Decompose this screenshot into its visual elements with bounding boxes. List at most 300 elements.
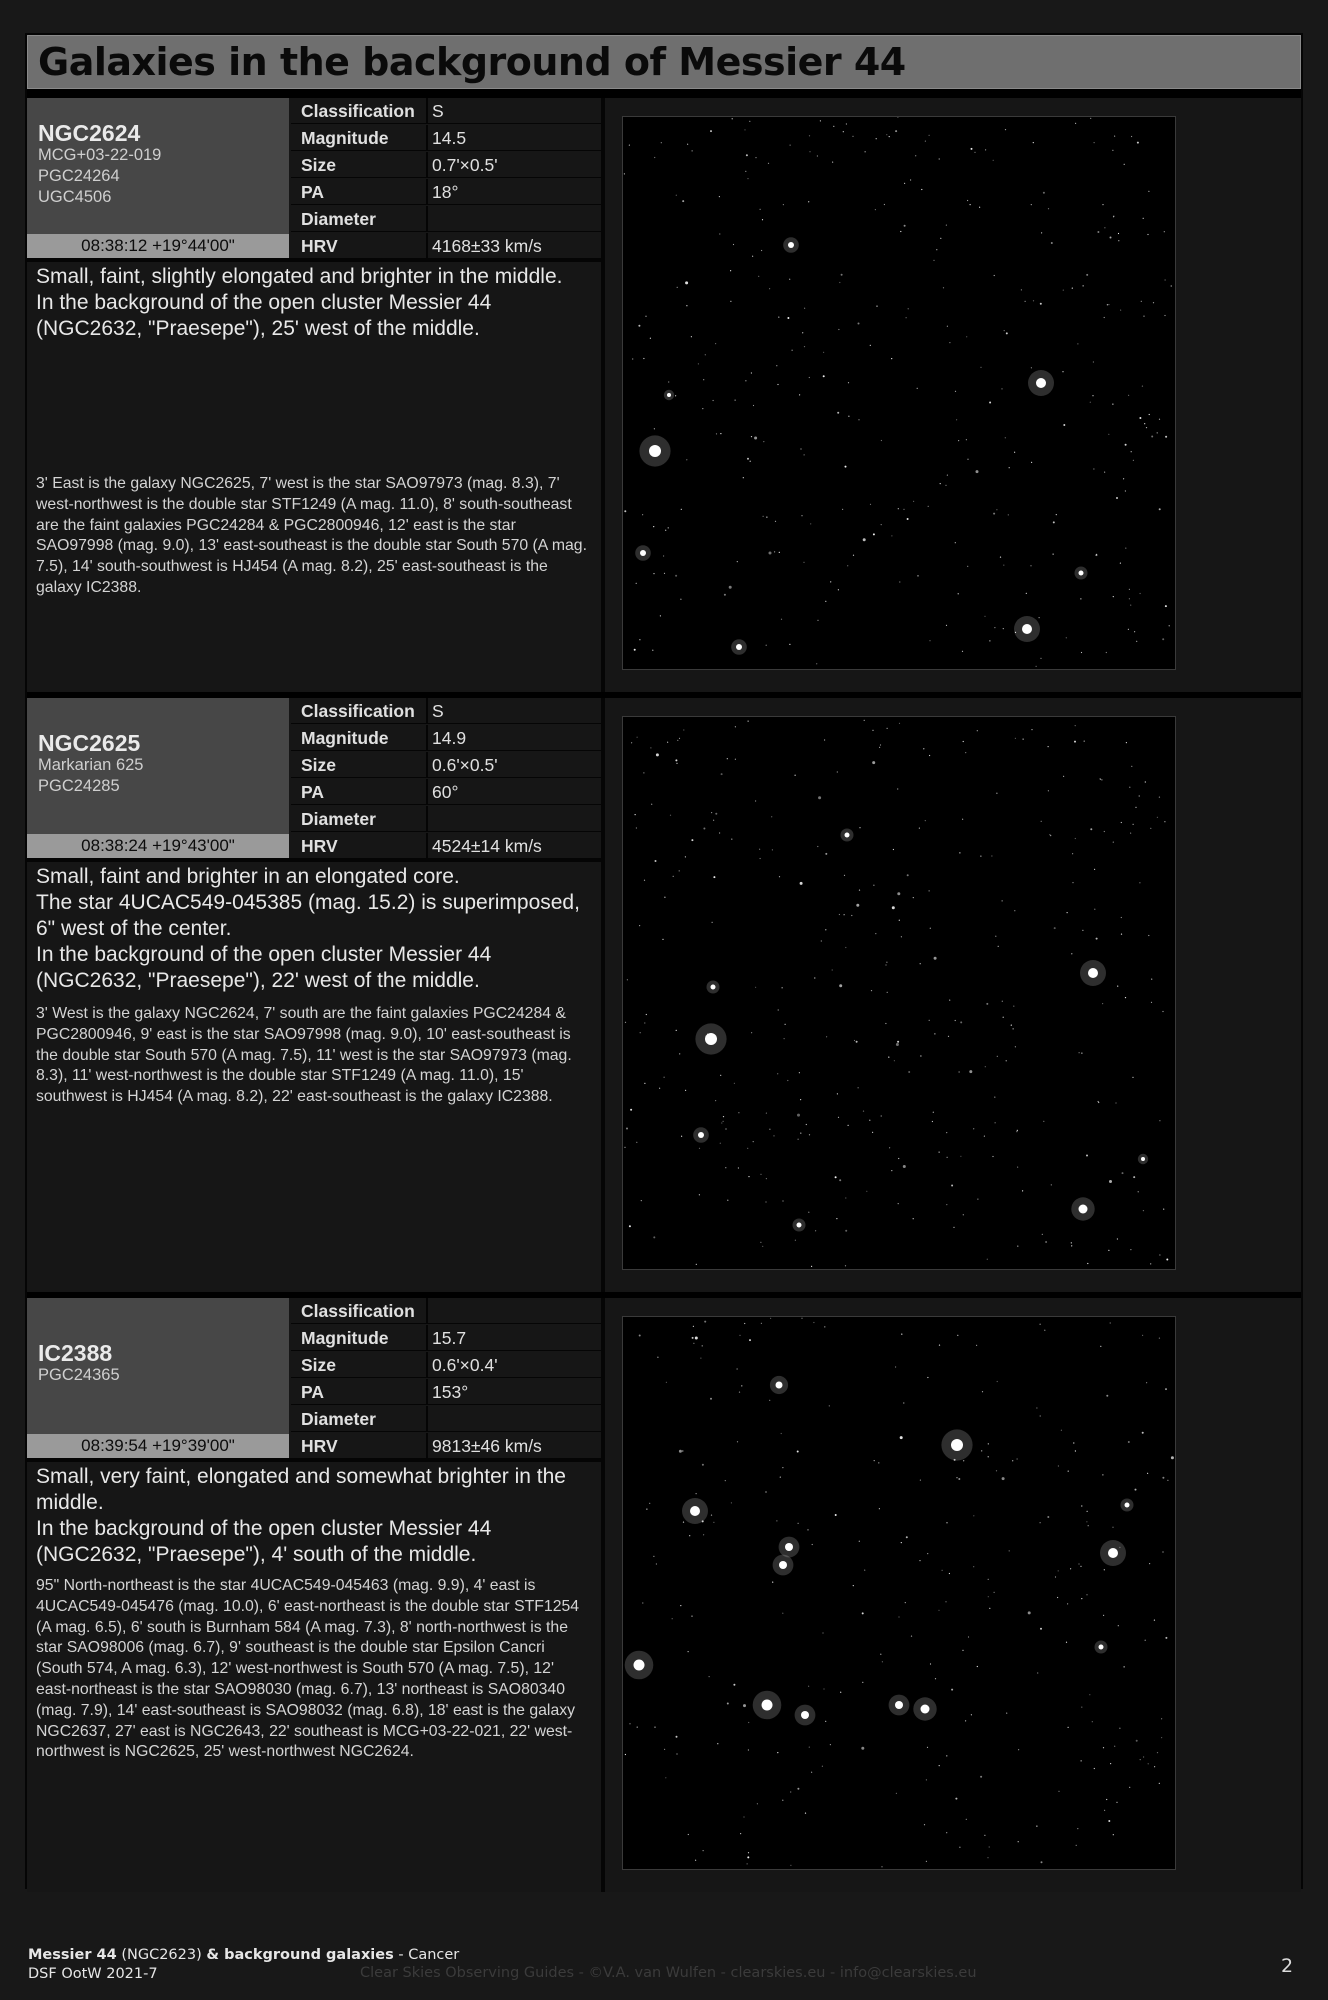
- star: [744, 129, 745, 130]
- star: [1142, 386, 1143, 387]
- star: [1072, 882, 1073, 883]
- star: [720, 1143, 721, 1144]
- star: [1140, 593, 1141, 594]
- star: [751, 1032, 752, 1033]
- star: [1164, 315, 1165, 316]
- bright-star: [797, 1223, 802, 1228]
- star: [1139, 882, 1140, 883]
- star: [887, 728, 888, 729]
- star: [1075, 1450, 1076, 1451]
- object-name: IC2388: [38, 1340, 113, 1366]
- star: [899, 920, 900, 921]
- star: [1121, 822, 1122, 823]
- star: [680, 1605, 681, 1606]
- property-label: Diameter: [301, 1409, 376, 1429]
- star: [992, 1156, 993, 1157]
- property-row-classification: [291, 1298, 601, 1324]
- star: [717, 1743, 718, 1744]
- star: [638, 325, 640, 327]
- star: [691, 839, 693, 841]
- star: [624, 1147, 625, 1148]
- star: [1088, 1525, 1089, 1526]
- star: [864, 1570, 865, 1571]
- star: [904, 225, 906, 227]
- description-line: Small, very faint, elongated and somewhat brighter in the middle.: [36, 1465, 566, 1514]
- star: [761, 250, 762, 251]
- star: [1043, 1121, 1044, 1122]
- star: [826, 1036, 827, 1037]
- star: [777, 1752, 778, 1753]
- star: [844, 914, 845, 915]
- star: [839, 282, 840, 283]
- object-section: [27, 98, 1301, 692]
- star: [651, 804, 652, 805]
- footer-series: DSF OotW 2021-7: [28, 1966, 158, 1982]
- star: [1148, 1763, 1149, 1764]
- bright-star: [776, 1382, 783, 1389]
- star: [763, 516, 764, 517]
- sky-photo: [622, 716, 1176, 1270]
- star: [703, 828, 705, 830]
- star: [823, 375, 825, 377]
- star: [1150, 828, 1151, 829]
- star: [899, 581, 900, 582]
- property-value: 9813±46 km/s: [432, 1436, 542, 1456]
- star: [1157, 432, 1158, 433]
- star: [993, 513, 995, 515]
- title-bar: [27, 35, 1301, 89]
- star: [1028, 1611, 1031, 1614]
- star: [825, 853, 827, 855]
- star: [664, 1749, 665, 1750]
- star: [748, 1749, 749, 1750]
- star: [1133, 1176, 1135, 1178]
- star: [665, 530, 666, 531]
- star: [1153, 302, 1154, 303]
- description-lead: [36, 264, 591, 342]
- star: [720, 433, 721, 434]
- star: [1118, 233, 1119, 234]
- star: [747, 1856, 749, 1858]
- star: [933, 260, 934, 261]
- star: [710, 130, 712, 132]
- star: [1003, 565, 1004, 566]
- star: [1124, 1666, 1125, 1667]
- star: [862, 1612, 864, 1614]
- star: [1048, 746, 1049, 747]
- star: [977, 730, 978, 731]
- star: [846, 123, 847, 124]
- star: [1047, 1516, 1049, 1518]
- star: [1106, 1799, 1107, 1800]
- star: [679, 1053, 680, 1054]
- star: [1108, 434, 1109, 435]
- star: [835, 1514, 837, 1516]
- star: [891, 358, 892, 359]
- star: [1098, 1101, 1099, 1102]
- star: [683, 729, 684, 730]
- star: [709, 1676, 710, 1677]
- star: [731, 1502, 732, 1503]
- star: [894, 1060, 895, 1061]
- star: [968, 1636, 969, 1637]
- star: [772, 1582, 773, 1583]
- star: [730, 270, 731, 271]
- star: [1121, 917, 1122, 918]
- star: [1130, 605, 1131, 606]
- star: [882, 1661, 883, 1662]
- star: [988, 1579, 989, 1580]
- star: [1162, 1551, 1163, 1552]
- star: [856, 904, 859, 907]
- star: [1080, 1566, 1081, 1567]
- star: [904, 183, 905, 184]
- star: [1100, 1346, 1101, 1347]
- star: [989, 1608, 990, 1609]
- star: [1125, 444, 1127, 446]
- bright-star: [801, 1711, 809, 1719]
- star: [886, 134, 887, 135]
- star: [640, 1032, 641, 1033]
- star: [685, 856, 686, 857]
- star: [653, 573, 654, 574]
- star: [739, 1392, 740, 1393]
- table-divider: [426, 125, 428, 151]
- star: [782, 1467, 783, 1468]
- star: [1133, 460, 1134, 461]
- star: [951, 1185, 953, 1187]
- star: [998, 946, 999, 947]
- star: [741, 1385, 742, 1386]
- table-divider: [426, 233, 428, 259]
- star: [737, 1441, 738, 1442]
- star: [1151, 979, 1152, 980]
- star: [1106, 652, 1107, 653]
- star: [1165, 436, 1167, 438]
- star: [713, 820, 714, 821]
- star: [723, 1116, 724, 1117]
- star: [795, 1240, 796, 1241]
- star: [808, 1212, 809, 1213]
- property-row-hrv: [291, 233, 601, 259]
- star: [896, 1793, 897, 1794]
- star: [1102, 1003, 1103, 1004]
- star: [965, 752, 966, 753]
- star: [1042, 1234, 1043, 1235]
- star: [703, 1534, 704, 1535]
- object-alias: UGC4506: [38, 188, 112, 206]
- table-divider: [426, 725, 428, 751]
- property-row-magnitude: [291, 1325, 601, 1351]
- star: [1164, 821, 1165, 822]
- star: [933, 1112, 934, 1113]
- star: [1113, 216, 1114, 217]
- star: [1151, 1002, 1152, 1003]
- object-alias: MCG+03-22-019: [38, 146, 162, 164]
- property-label: HRV: [301, 236, 338, 256]
- star: [1006, 1713, 1007, 1714]
- star: [1094, 1768, 1095, 1769]
- star: [1030, 565, 1031, 566]
- star: [1094, 142, 1095, 143]
- star: [652, 650, 653, 651]
- table-divider: [426, 1379, 428, 1405]
- star: [822, 1766, 823, 1767]
- star: [1116, 497, 1118, 499]
- star: [929, 1020, 930, 1021]
- star: [1123, 478, 1124, 479]
- star: [955, 391, 956, 392]
- star: [721, 1122, 722, 1123]
- star: [940, 483, 941, 484]
- star: [625, 1022, 626, 1023]
- star: [798, 1139, 799, 1140]
- star: [875, 209, 876, 210]
- bright-star: [785, 1543, 793, 1551]
- star: [845, 1265, 846, 1266]
- star: [755, 157, 756, 158]
- object-coordinates: 08:38:12 +19°44'00": [27, 234, 289, 258]
- star: [1109, 1180, 1112, 1183]
- star: [957, 1335, 958, 1336]
- star: [636, 1142, 637, 1143]
- star: [1138, 1191, 1139, 1192]
- star: [682, 1450, 683, 1451]
- star: [1108, 1250, 1109, 1251]
- star: [733, 1684, 735, 1686]
- star: [781, 619, 782, 620]
- star: [1120, 310, 1121, 311]
- star: [1130, 1249, 1131, 1250]
- star: [719, 832, 720, 833]
- star: [838, 589, 839, 590]
- star: [1025, 301, 1026, 302]
- property-row-size: [291, 152, 601, 178]
- star: [906, 317, 907, 318]
- star: [1086, 274, 1088, 276]
- star: [744, 1323, 745, 1324]
- star: [755, 987, 756, 988]
- star: [797, 1114, 800, 1117]
- description-details: 3' East is the galaxy NGC2625, 7' west is the star SAO97973 (mag. 8.3), 7' west-northwest is the double star STF1249 (A mag. 11.0), 8' south-southeast are the faint galaxies PGC24284 & PGC2800946, 12' east is the star SAO97998 (mag. 9.0), 13' east-southeast is the double star South 570 (A mag. 7.5), 14' south-southwest is HJ454 (A mag. 8.2), 25' east-southeast is the galaxy IC2388.: [36, 475, 587, 596]
- star: [1159, 1783, 1160, 1784]
- star: [1090, 402, 1091, 403]
- star: [825, 929, 826, 930]
- star: [887, 992, 888, 993]
- divider: [601, 98, 605, 692]
- star: [729, 586, 732, 589]
- star: [1125, 490, 1126, 491]
- star: [1071, 953, 1072, 954]
- star: [969, 1070, 972, 1073]
- star: [995, 936, 996, 937]
- star: [939, 1152, 940, 1153]
- star: [920, 1055, 921, 1056]
- star: [1135, 1489, 1137, 1491]
- star: [634, 649, 636, 651]
- star: [927, 1747, 928, 1748]
- star: [797, 1788, 799, 1790]
- star: [1161, 1718, 1162, 1719]
- star: [1103, 1747, 1104, 1748]
- star: [852, 136, 853, 137]
- star: [1041, 232, 1042, 233]
- star: [1009, 467, 1010, 468]
- property-row-diameter: [291, 206, 601, 232]
- star: [987, 1857, 988, 1858]
- star: [1147, 234, 1148, 235]
- star: [924, 1824, 925, 1825]
- star: [1021, 289, 1022, 290]
- star: [1058, 1570, 1059, 1571]
- star: [963, 741, 964, 742]
- star: [809, 1134, 810, 1135]
- star: [963, 1214, 964, 1215]
- star: [837, 1093, 838, 1094]
- star: [646, 1509, 647, 1510]
- star: [932, 1121, 933, 1122]
- star: [1124, 164, 1125, 165]
- bright-star: [736, 644, 742, 650]
- star: [1081, 652, 1082, 653]
- star: [1026, 593, 1027, 594]
- star: [668, 381, 669, 382]
- star: [740, 1833, 741, 1834]
- star: [809, 377, 810, 378]
- star: [1086, 1155, 1088, 1157]
- star: [737, 1368, 738, 1369]
- star: [853, 1585, 854, 1586]
- star: [903, 1402, 904, 1403]
- star: [779, 552, 780, 553]
- star: [800, 1099, 801, 1100]
- star: [927, 1553, 928, 1554]
- object-alias: Markarian 625: [38, 756, 144, 774]
- star: [1081, 1053, 1082, 1054]
- star: [905, 1602, 906, 1603]
- star: [1145, 781, 1146, 782]
- bright-star: [690, 1506, 700, 1516]
- properties-table: [291, 1298, 601, 1458]
- star: [1103, 1615, 1104, 1616]
- star: [1125, 997, 1126, 998]
- star: [639, 1335, 641, 1337]
- star: [1074, 741, 1076, 743]
- table-divider: [426, 1406, 428, 1432]
- star: [1126, 742, 1127, 743]
- star: [782, 987, 783, 988]
- star: [1003, 628, 1004, 629]
- star: [805, 1813, 806, 1814]
- star: [797, 1451, 799, 1453]
- star: [1078, 1563, 1079, 1564]
- star: [848, 382, 849, 383]
- property-row-hrv: [291, 1433, 601, 1459]
- star: [896, 1043, 899, 1046]
- star: [959, 1071, 960, 1072]
- star: [735, 759, 736, 760]
- star: [869, 1120, 870, 1121]
- divider: [27, 258, 601, 262]
- star: [1149, 414, 1150, 415]
- star: [1057, 1597, 1058, 1598]
- star: [995, 1122, 996, 1123]
- star: [734, 1083, 735, 1084]
- star: [800, 882, 803, 885]
- star: [757, 1803, 758, 1804]
- star: [774, 551, 775, 552]
- star: [1165, 1637, 1167, 1639]
- star: [891, 535, 892, 536]
- star: [1092, 395, 1093, 396]
- star: [1053, 554, 1054, 555]
- star: [776, 1520, 777, 1521]
- star: [1009, 1550, 1010, 1551]
- property-label: Size: [301, 755, 337, 775]
- star: [1061, 1430, 1062, 1431]
- star: [772, 849, 773, 850]
- star: [810, 523, 811, 524]
- star: [1080, 598, 1081, 599]
- star: [977, 1666, 978, 1667]
- star: [945, 1601, 946, 1602]
- star: [710, 1398, 712, 1400]
- property-label: Magnitude: [301, 1328, 389, 1348]
- star: [715, 813, 717, 815]
- star: [967, 566, 968, 567]
- star: [1159, 1120, 1160, 1121]
- star: [973, 1515, 974, 1516]
- star: [1041, 821, 1042, 822]
- star: [947, 1157, 948, 1158]
- star: [675, 395, 676, 396]
- star: [743, 1816, 744, 1817]
- star: [881, 440, 882, 441]
- star: [1084, 741, 1085, 742]
- bright-star: [698, 1132, 704, 1138]
- star: [754, 437, 757, 440]
- star: [725, 1128, 726, 1129]
- star: [958, 1478, 960, 1480]
- star: [1036, 666, 1037, 667]
- star: [898, 1158, 899, 1159]
- star: [917, 575, 918, 576]
- star: [801, 1318, 802, 1319]
- star: [1011, 1025, 1012, 1026]
- star: [913, 1218, 914, 1219]
- star: [789, 279, 790, 280]
- star: [1143, 218, 1144, 219]
- star: [715, 343, 716, 344]
- star: [664, 573, 665, 574]
- star: [930, 1663, 931, 1664]
- star: [897, 1041, 899, 1043]
- star: [777, 1073, 778, 1074]
- star: [1072, 853, 1073, 854]
- star: [1133, 824, 1134, 825]
- property-row-size: [291, 752, 601, 778]
- star: [994, 1592, 995, 1593]
- star: [1093, 468, 1094, 469]
- table-divider: [426, 98, 428, 124]
- star: [946, 1755, 947, 1756]
- star: [1031, 204, 1032, 205]
- star: [705, 354, 706, 355]
- star: [898, 508, 899, 509]
- property-row-pa: [291, 779, 601, 805]
- object-alias: PGC24365: [38, 1366, 120, 1384]
- star: [911, 1636, 912, 1637]
